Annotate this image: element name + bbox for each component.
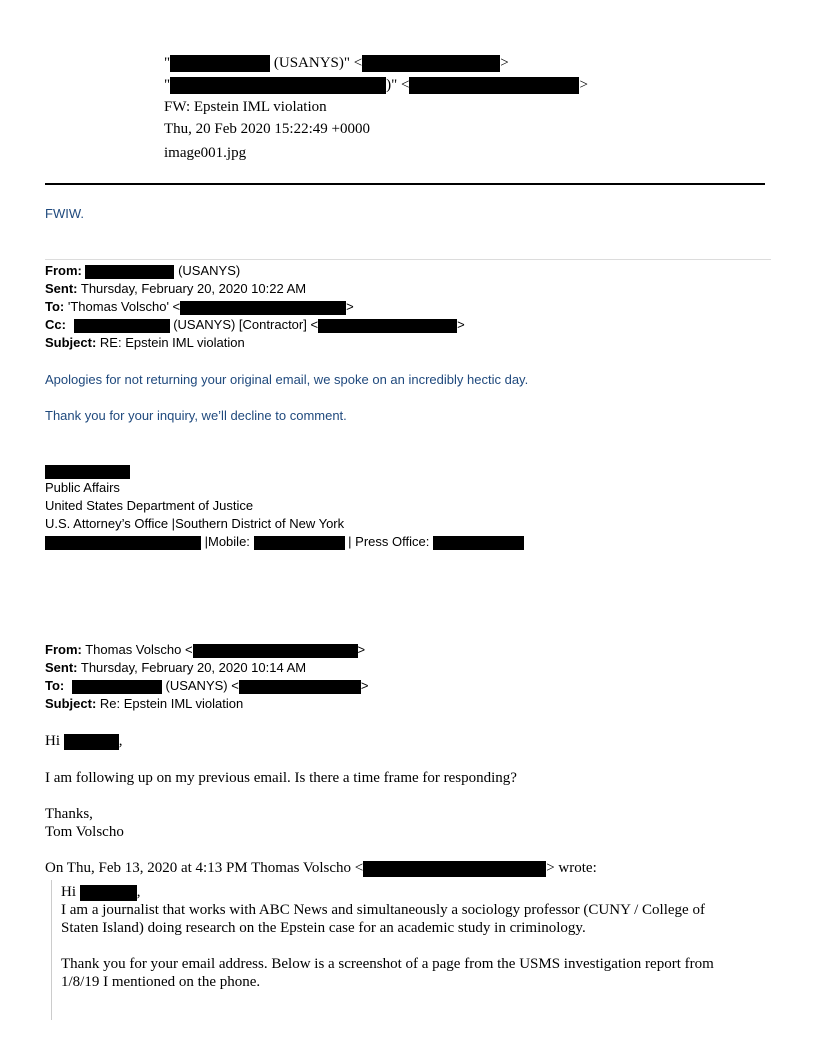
reply2-sent-label: Sent: xyxy=(45,660,78,675)
signature-press-label: | Press Office: xyxy=(348,534,430,549)
quoted-para1-line1: I am a journalist that works with ABC News and simultaneously a sociology professor (CUNY / College of xyxy=(61,902,705,918)
reply1-subject-row xyxy=(45,334,245,352)
header-to-close: > xyxy=(579,77,588,93)
signature-line-3: U.S. Attorney’s Office |Southern District of New York xyxy=(45,516,345,531)
reply2-thanks: Thanks, xyxy=(45,806,93,822)
reply1-subject-value: RE: Epstein IML violation xyxy=(99,335,245,350)
reply2-subject-row xyxy=(45,695,243,713)
reply2-sent-value: Thursday, February 20, 2020 10:14 AM xyxy=(80,660,307,675)
reply1-cc-label: Cc: xyxy=(45,317,66,332)
reply2-body: I am following up on my previous email. Is there a time frame for responding? xyxy=(45,770,517,786)
signature-mobile-label: |Mobile: xyxy=(204,534,250,549)
redaction-block xyxy=(64,734,119,750)
quoted-intro-end: > wrote: xyxy=(546,860,597,876)
header-to-mid: )" < xyxy=(386,77,410,93)
redaction-block xyxy=(45,465,130,479)
reply1-sent-label: Sent: xyxy=(45,281,78,296)
reply1-cc-row xyxy=(45,316,465,334)
reply2-from-close: > xyxy=(357,642,366,657)
reply1-subject-label: Subject: xyxy=(45,335,97,350)
quoted-para2-line2: 1/8/19 I mentioned on the phone. xyxy=(61,974,261,990)
reply2-to-value: (USANYS) < xyxy=(165,678,239,693)
header-divider xyxy=(45,183,765,185)
quoted-greeting-comma: , xyxy=(136,884,141,900)
reply2-greeting-row xyxy=(45,732,123,751)
reply1-to-close: > xyxy=(346,299,354,314)
reply-divider xyxy=(45,259,771,260)
reply2-to-label: To: xyxy=(45,678,65,693)
header-inline-value: image001.jpg xyxy=(164,145,247,161)
header-to-open: " xyxy=(164,77,171,93)
quote-bar xyxy=(51,880,52,1020)
redaction-block xyxy=(170,55,270,72)
redaction-block xyxy=(85,265,174,279)
redaction-block xyxy=(180,301,346,315)
reply1-cc-close: > xyxy=(457,317,465,332)
reply1-body-1: Apologies for not returning your original email, we spoke on an incredibly hectic day. xyxy=(45,372,529,387)
reply2-subject-label: Subject: xyxy=(45,696,97,711)
reply2-from-value: Thomas Volscho < xyxy=(85,642,193,657)
redaction-block xyxy=(193,644,358,658)
header-from-suffix: (USANYS)" < xyxy=(273,55,363,71)
reply1-sent-value: Thursday, February 20, 2020 10:22 AM xyxy=(80,281,307,296)
reply2-to-row xyxy=(45,677,368,695)
signature-line-2: United States Department of Justice xyxy=(45,498,254,513)
redaction-block xyxy=(45,536,201,550)
redaction-block xyxy=(74,319,170,333)
reply1-sent-row xyxy=(45,280,306,298)
signature-line-1: Public Affairs xyxy=(45,480,120,495)
reply2-subject-value: Re: Epstein IML violation xyxy=(99,696,244,711)
quoted-greeting: Hi xyxy=(61,884,76,900)
reply2-greeting: Hi xyxy=(45,733,60,749)
header-subject-value: FW: Epstein IML violation xyxy=(164,99,327,115)
reply2-greeting-comma: , xyxy=(118,733,123,749)
redaction-block xyxy=(362,55,500,72)
redaction-block xyxy=(72,680,162,694)
redaction-block xyxy=(363,861,546,877)
reply1-from-label: From: xyxy=(45,263,82,278)
redaction-block xyxy=(433,536,524,550)
reply2-from-row xyxy=(45,641,365,659)
reply2-signoff-name: Tom Volscho xyxy=(45,824,124,840)
reply1-body-2: Thank you for your inquiry, we’ll decline to comment. xyxy=(45,408,347,423)
reply2-from-label: From: xyxy=(45,642,82,657)
redaction-block xyxy=(170,77,386,94)
fwiw-text: FWIW. xyxy=(45,206,84,221)
reply2-sent-row xyxy=(45,659,306,677)
quoted-intro: On Thu, Feb 13, 2020 at 4:13 PM Thomas Volscho < xyxy=(45,860,364,876)
reply1-to-label: To: xyxy=(45,299,65,314)
redaction-block xyxy=(254,536,345,550)
quoted-para1-line2: Staten Island) doing research on the Epstein case for an academic study in criminology. xyxy=(61,920,586,936)
header-from-close: > xyxy=(500,55,509,71)
header-to-value xyxy=(164,75,588,95)
header-from-value xyxy=(164,53,509,73)
quoted-intro-row xyxy=(45,859,597,878)
header-from-open: " xyxy=(164,55,171,71)
reply1-to-row xyxy=(45,298,354,316)
quoted-greeting-row xyxy=(61,883,141,902)
reply1-from-suffix: (USANYS) xyxy=(178,263,241,278)
redaction-block xyxy=(80,885,137,901)
quoted-para2-line1: Thank you for your email address. Below is a screenshot of a page from the USMS investigation report from xyxy=(61,956,714,972)
header-date-value: Thu, 20 Feb 2020 15:22:49 +0000 xyxy=(164,121,370,137)
signature-contact-row xyxy=(45,533,524,551)
reply1-from-row xyxy=(45,262,240,280)
reply1-to-value: 'Thomas Volscho' < xyxy=(67,299,181,314)
redaction-block xyxy=(239,680,361,694)
reply1-cc-value: (USANYS) [Contractor] < xyxy=(173,317,319,332)
redaction-block xyxy=(318,319,457,333)
reply2-to-close: > xyxy=(360,678,369,693)
redaction-block xyxy=(409,77,579,94)
